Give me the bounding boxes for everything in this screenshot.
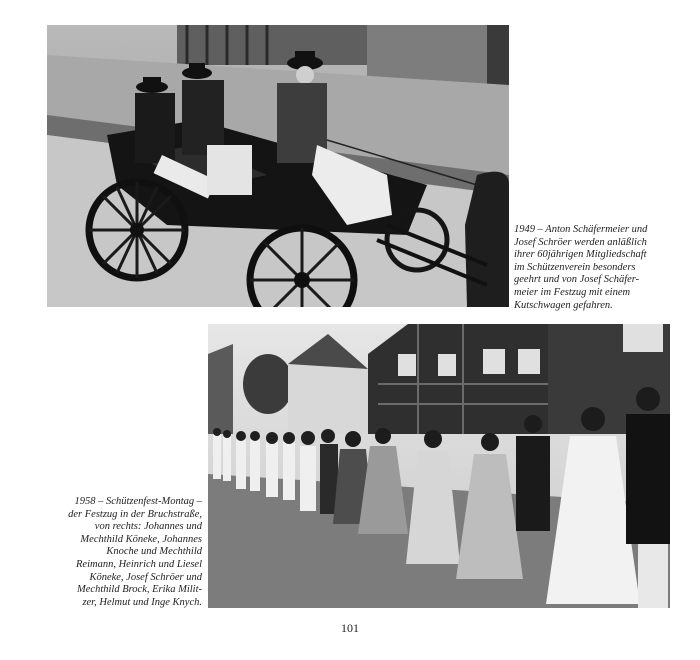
procession-photo-illustration bbox=[208, 324, 670, 608]
photo-1949-carriage bbox=[47, 25, 509, 307]
page-number: 101 bbox=[341, 621, 359, 635]
caption-1949: 1949 – Anton Schäfermeier und Josef Schröer werden anläßlich ihrer 60jährigen Mitgliedschaft im Schützenverein besonders geehrt und von Josef Schäfer- meier im Festzug mit einem Kutschwagen gefahren. bbox=[514, 224, 648, 311]
caption-1958: 1958 – Schützenfest-Montag – der Festzug in der Bruchstraße, von rechts: Johannes und Mechthild Köneke, Johannes Knoche und Mechthild Reimann, Heinrich und Liesel Köneke, Josef Schröer und Mechthild Brock, Erika Milit- zer, Helmut und Inge Knych. bbox=[68, 496, 202, 608]
photo-1958-procession bbox=[208, 324, 670, 608]
carriage-photo-illustration bbox=[47, 25, 509, 307]
